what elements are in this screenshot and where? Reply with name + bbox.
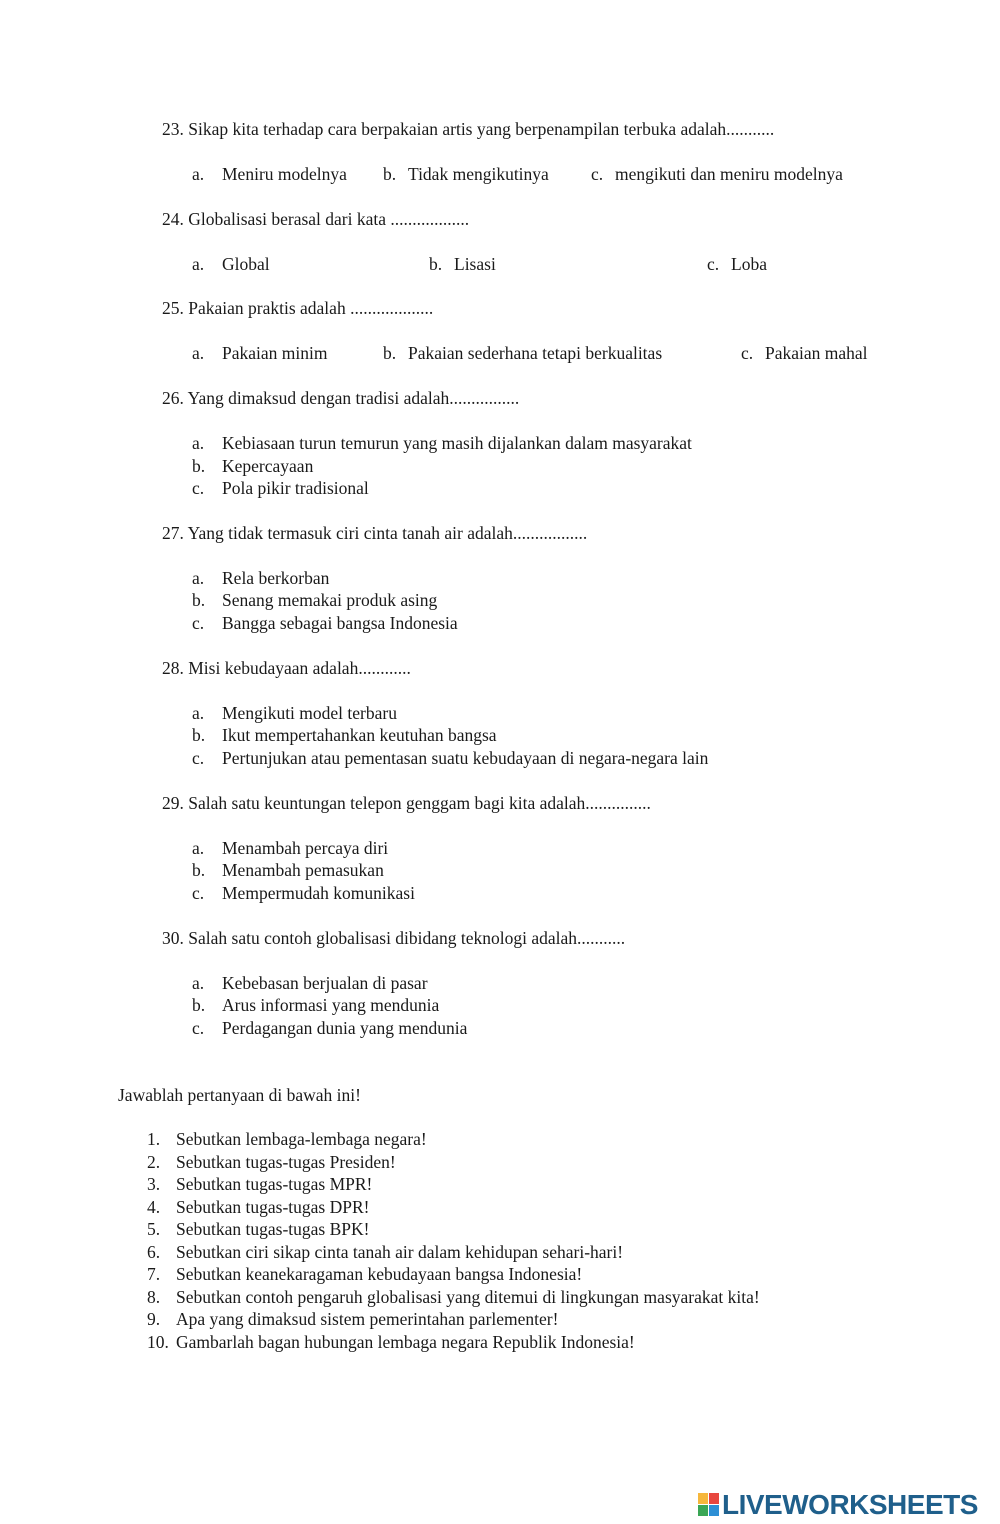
q29-option-b[interactable]: b. Menambah pemasukan: [192, 860, 384, 880]
question-27: 27. Yang tidak termasuk ciri cinta tanah air adalah.................: [162, 523, 588, 543]
q23-option-c[interactable]: c. mengikuti dan meniru modelnya: [591, 164, 843, 184]
q26-option-a[interactable]: a. Kebiasaan turun temurun yang masih dijalankan dalam masyarakat: [192, 433, 692, 453]
q23-option-a[interactable]: a. Meniru modelnya: [192, 164, 347, 184]
essay-item: 5. Sebutkan tugas-tugas BPK!: [147, 1219, 370, 1239]
q29-option-a[interactable]: a. Menambah percaya diri: [192, 838, 389, 858]
q25-option-c[interactable]: c. Pakaian mahal: [741, 343, 868, 363]
q28-option-c[interactable]: c. Pertunjukan atau pementasan suatu kebudayaan di negara-negara lain: [192, 748, 709, 768]
q30-option-c[interactable]: c. Perdagangan dunia yang mendunia: [192, 1018, 468, 1038]
q27-option-a[interactable]: a. Rela berkorban: [192, 568, 330, 588]
q23-option-b[interactable]: b. Tidak mengikutinya: [383, 164, 549, 184]
question-28: 28. Misi kebudayaan adalah............: [162, 658, 411, 678]
q29-option-c[interactable]: c. Mempermudah komunikasi: [192, 883, 415, 903]
essay-item: 1. Sebutkan lembaga-lembaga negara!: [147, 1129, 427, 1149]
q30-option-b[interactable]: b. Arus informasi yang mendunia: [192, 995, 440, 1015]
q24-option-c[interactable]: c. Loba: [707, 254, 767, 274]
q25-option-b[interactable]: b. Pakaian sederhana tetapi berkualitas: [383, 343, 663, 363]
essay-item: 2. Sebutkan tugas-tugas Presiden!: [147, 1152, 396, 1172]
q30-option-a[interactable]: a. Kebebasan berjualan di pasar: [192, 973, 428, 993]
question-30: 30. Salah satu contoh globalisasi dibidang teknologi adalah...........: [162, 928, 626, 948]
q28-option-b[interactable]: b. Ikut mempertahankan keutuhan bangsa: [192, 725, 497, 745]
essay-item: 6. Sebutkan ciri sikap cinta tanah air dalam kehidupan sehari-hari!: [147, 1242, 624, 1262]
essay-item: 3. Sebutkan tugas-tugas MPR!: [147, 1174, 373, 1194]
essay-item: 7. Sebutkan keanekaragaman kebudayaan bangsa Indonesia!: [147, 1264, 583, 1284]
question-26: 26. Yang dimaksud dengan tradisi adalah................: [162, 388, 520, 408]
q24-option-a[interactable]: a. Global: [192, 254, 270, 274]
liveworksheets-logo-icon: [698, 1493, 720, 1517]
q28-option-a[interactable]: a. Mengikuti model terbaru: [192, 703, 397, 723]
q25-option-a[interactable]: a. Pakaian minim: [192, 343, 328, 363]
essay-item: 10. Gambarlah bagan hubungan lembaga negara Republik Indonesia!: [147, 1332, 635, 1352]
essay-instructions: Jawablah pertanyaan di bawah ini!: [118, 1085, 361, 1105]
q27-option-c[interactable]: c. Bangga sebagai bangsa Indonesia: [192, 613, 458, 633]
q26-option-c[interactable]: c. Pola pikir tradisional: [192, 478, 369, 498]
question-24: 24. Globalisasi berasal dari kata ..................: [162, 209, 470, 229]
essay-item: 9. Apa yang dimaksud sistem pemerintahan parlementer!: [147, 1309, 559, 1329]
q27-option-b[interactable]: b. Senang memakai produk asing: [192, 590, 438, 610]
q26-option-b[interactable]: b. Kepercayaan: [192, 456, 314, 476]
question-29: 29. Salah satu keuntungan telepon genggam bagi kita adalah...............: [162, 793, 651, 813]
liveworksheets-logo-text: LIVEWORKSHEETS: [722, 1489, 978, 1520]
question-25: 25. Pakaian praktis adalah ...................: [162, 298, 434, 318]
liveworksheets-logo: [698, 1489, 978, 1520]
q24-option-b[interactable]: b. Lisasi: [429, 254, 496, 274]
essay-item: 8. Sebutkan contoh pengaruh globalisasi yang ditemui di lingkungan masyarakat kita!: [147, 1287, 760, 1307]
question-23: 23. Sikap kita terhadap cara berpakaian artis yang berpenampilan terbuka adalah...........: [162, 119, 775, 139]
essay-item: 4. Sebutkan tugas-tugas DPR!: [147, 1197, 370, 1217]
